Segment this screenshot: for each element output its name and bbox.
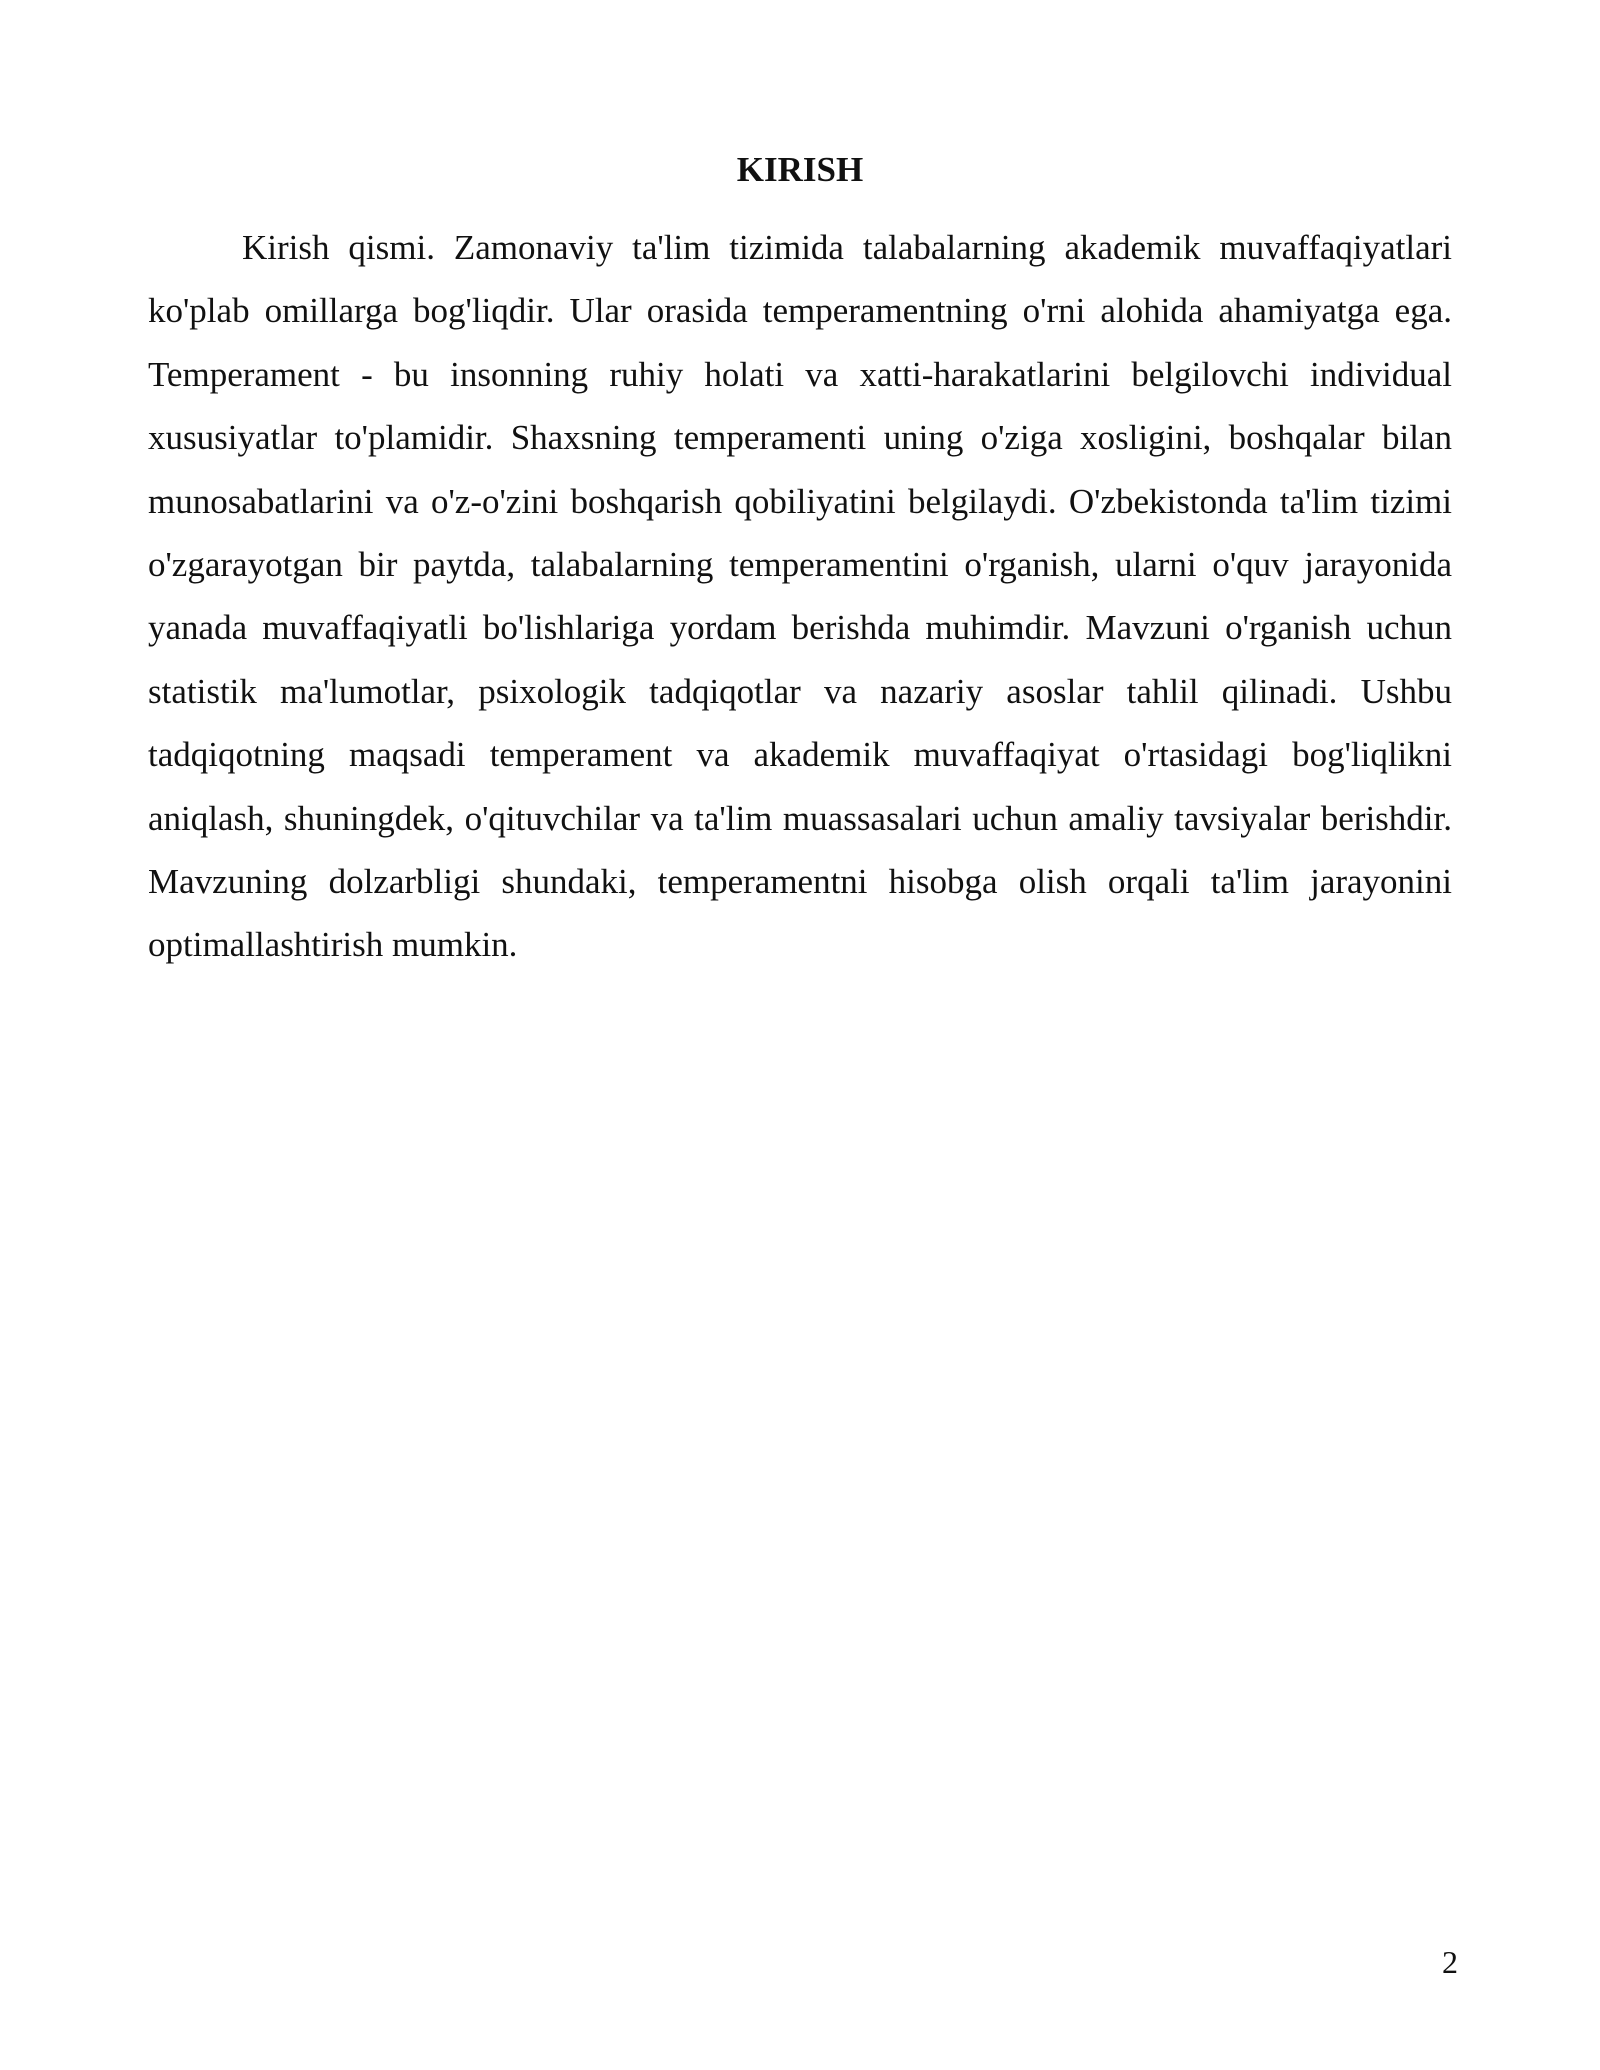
section-heading: KIRISH <box>736 150 864 189</box>
page-number: 2 <box>1442 1944 1458 1980</box>
intro-paragraph: Kirish qismi. Zamonaviy ta'lim tizimida talabalarning akademik muvaffaqiyatlari ko'plab omillarga bog'liqdir. Ular orasida temperamentning o'rni alohida ahamiyatga ega. Temperament - bu insonning ruhiy holati va xatti-harakatlarini belgilovchi individual xususiyatlar to'plamidir. Shaxsning temperamenti uning o'ziga xosligini, boshqalar bilan munosabatlarini va o'z-o'zini boshqarish qobiliyatini belgilaydi. O'zbekistonda ta'lim tizimi o'zgarayotgan bir paytda, talabalarning temperamentini o'rganish, ularni o'quv jarayonida yanada muvaffaqiyatli bo'lishlariga yordam berishda muhimdir. Mavzuni o'rganish uchun statistik ma'lumotlar, psixologik tadqiqotlar va nazariy asoslar tahlil qilinadi. Ushbu tadqiqotning maqsadi temperament va akademik muvaffaqiyat o'rtasidagi bog'liqlikni aniqlash, shuningdek, o'qituvchilar va ta'lim muassasalari uchun amaliy tavsiyalar berishdir. Mavzuning dolzarbligi shundaki, temperamentni hisobga olish orqali ta'lim jarayonini optimallashtirish mumkin. <box>148 228 1452 965</box>
